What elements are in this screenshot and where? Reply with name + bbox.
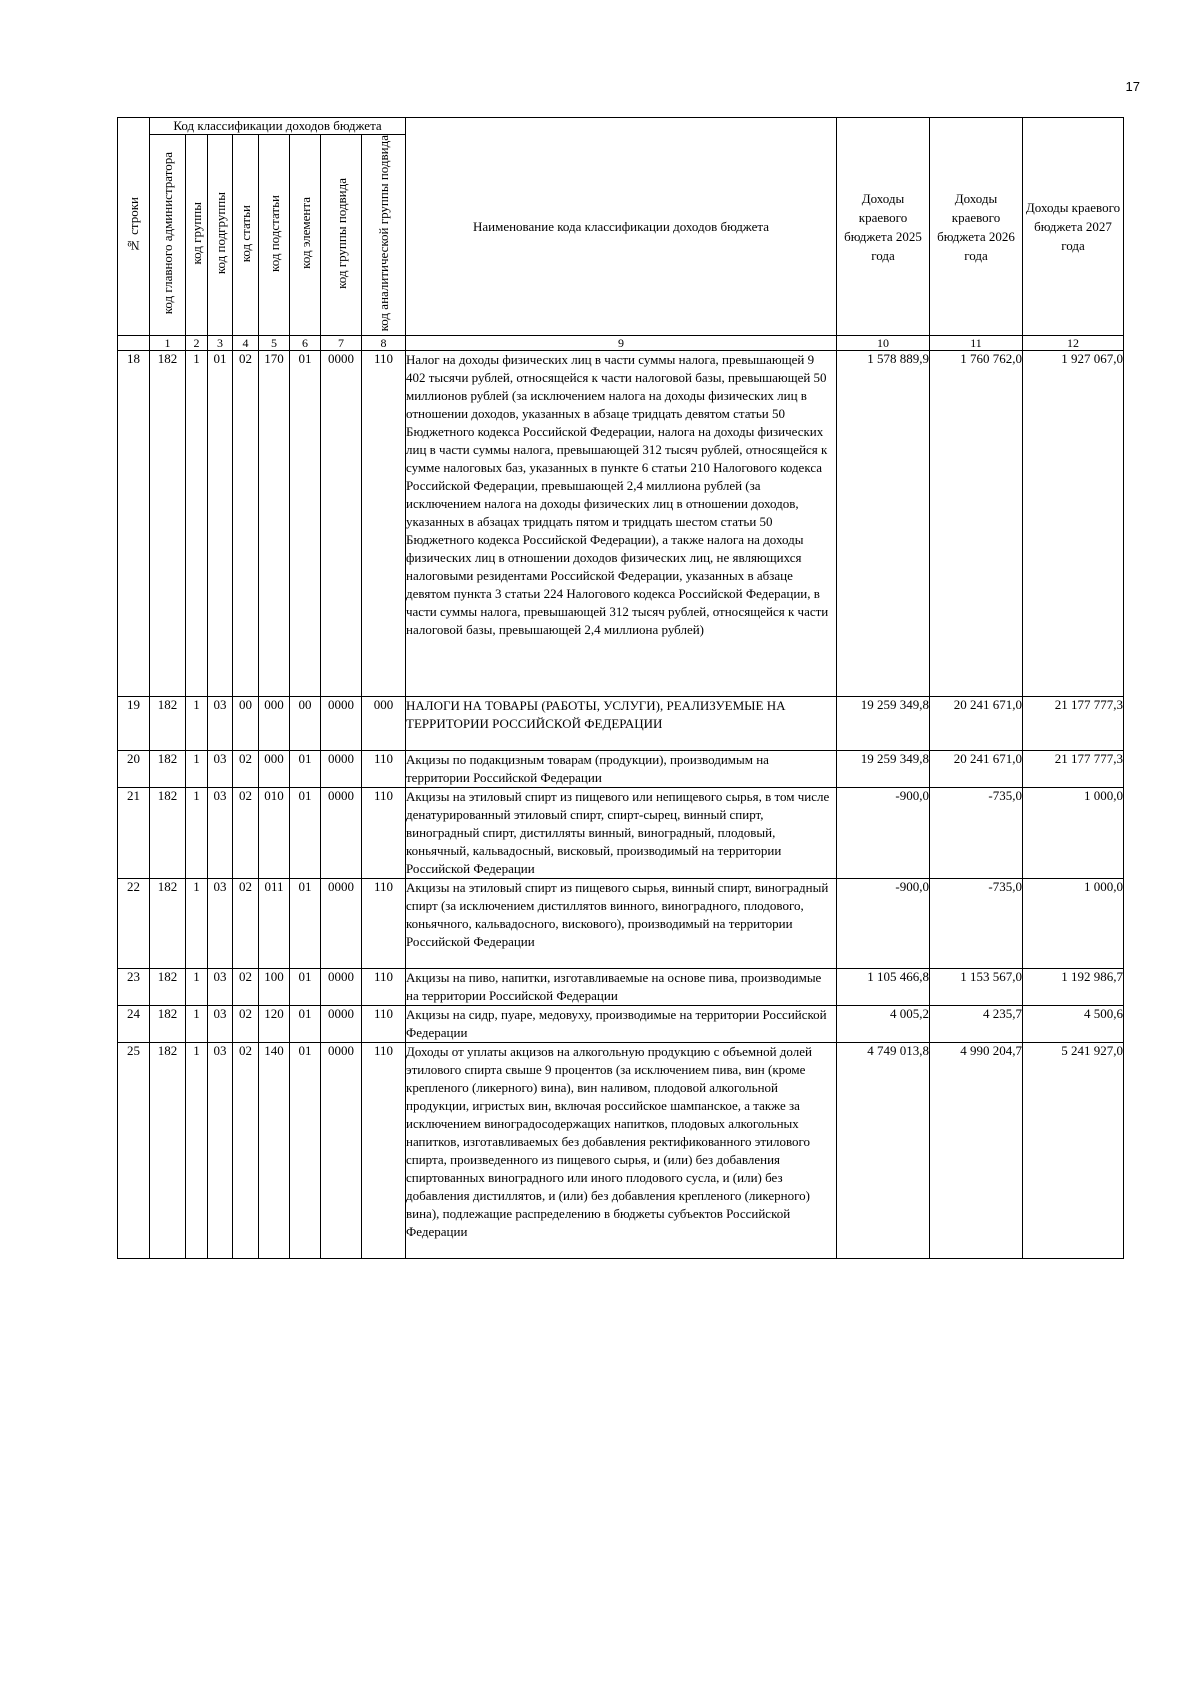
analytic-group-code-cell: 110 (362, 969, 406, 1006)
amount-2027-cell: 5 241 927,0 (1023, 1043, 1124, 1259)
table-row (118, 1006, 1124, 1043)
amount-2025-cell: -900,0 (837, 879, 930, 969)
subtype-group-code-cell: 0000 (321, 1006, 362, 1043)
subtype-group-code-cell: 0000 (321, 697, 362, 751)
article-code-cell: 02 (233, 879, 259, 969)
group-code-cell: 1 (186, 788, 208, 879)
column-number: 11 (930, 336, 1023, 351)
amount-2027-cell: 21 177 777,3 (1023, 697, 1124, 751)
column-number: 6 (290, 336, 321, 351)
element-code-cell: 00 (290, 697, 321, 751)
column-number: 5 (259, 336, 290, 351)
element-code-cell: 01 (290, 879, 321, 969)
article-code-cell: 00 (233, 697, 259, 751)
subarticle-code-cell: 170 (259, 351, 290, 697)
article-code-cell: 02 (233, 969, 259, 1006)
subgroup-code-cell: 03 (208, 751, 233, 788)
header-group-code: код группы (186, 135, 208, 336)
subgroup-code-cell: 03 (208, 788, 233, 879)
code-name-cell: Акцизы на пиво, напитки, изготавливаемые на основе пива, производимые на территории Российской Федерации (406, 969, 837, 1006)
subgroup-code-cell: 03 (208, 1043, 233, 1259)
element-code-cell: 01 (290, 351, 321, 697)
group-code-cell: 1 (186, 1043, 208, 1259)
analytic-group-code-cell: 110 (362, 1043, 406, 1259)
column-number: 4 (233, 336, 259, 351)
code-name-cell: Доходы от уплаты акцизов на алкогольную продукцию с объемной долей этилового спирта свыше 9 процентов (за исключением пива, вин (кроме крепленого (ликерного) вина), вин наливом, плодовой алкогольной продукции, игристых вин, включая российское шампанское, а также за исключением виноградосодержащих напитков, плодовых алкогольных напитков, изготавливаемых без добавления ректификованного этилового спирта, произведенного из пищевого сырья, и (или) без добавления спиртованных виноградного или иного плодового сусла, и (или) без добавления дистиллятов, и (или) без добавления крепленого (ликерного) вина), подлежащие распределению в бюджеты субъектов Российской Федерации (406, 1043, 837, 1259)
article-code-cell: 02 (233, 788, 259, 879)
group-code-cell: 1 (186, 879, 208, 969)
element-code-cell: 01 (290, 751, 321, 788)
header-subarticle-code: код подстатьи (259, 135, 290, 336)
header-subgroup-code: код подгруппы (208, 135, 233, 336)
subtype-group-code-cell: 0000 (321, 879, 362, 969)
admin-code-cell: 182 (150, 351, 186, 697)
subgroup-code-cell: 01 (208, 351, 233, 697)
column-number (118, 336, 150, 351)
row-number: 24 (118, 1006, 150, 1043)
amount-2026-cell: 20 241 671,0 (930, 697, 1023, 751)
amount-2025-cell: 1 105 466,8 (837, 969, 930, 1006)
subtype-group-code-cell: 0000 (321, 1043, 362, 1259)
amount-2027-cell: 1 927 067,0 (1023, 351, 1124, 697)
row-number: 23 (118, 969, 150, 1006)
header-subtype-group-code: код группы подвида (321, 135, 362, 336)
table-row (118, 697, 1124, 751)
amount-2026-cell: 4 990 204,7 (930, 1043, 1023, 1259)
subarticle-code-cell: 120 (259, 1006, 290, 1043)
admin-code-cell: 182 (150, 788, 186, 879)
row-number: 21 (118, 788, 150, 879)
table-row (118, 751, 1124, 788)
column-number: 8 (362, 336, 406, 351)
header-row-number: № строки (118, 118, 150, 336)
code-name-cell: НАЛОГИ НА ТОВАРЫ (РАБОТЫ, УСЛУГИ), РЕАЛИЗУЕМЫЕ НА ТЕРРИТОРИИ РОССИЙСКОЙ ФЕДЕРАЦИИ (406, 697, 837, 751)
element-code-cell: 01 (290, 788, 321, 879)
subarticle-code-cell: 011 (259, 879, 290, 969)
column-number: 3 (208, 336, 233, 351)
amount-2026-cell: 20 241 671,0 (930, 751, 1023, 788)
subarticle-code-cell: 140 (259, 1043, 290, 1259)
element-code-cell: 01 (290, 1043, 321, 1259)
subgroup-code-cell: 03 (208, 697, 233, 751)
group-code-cell: 1 (186, 351, 208, 697)
analytic-group-code-cell: 110 (362, 351, 406, 697)
admin-code-cell: 182 (150, 879, 186, 969)
revenue-table (117, 117, 1124, 1259)
amount-2026-cell: 1 153 567,0 (930, 969, 1023, 1006)
code-name-cell: Акцизы на этиловый спирт из пищевого сырья, винный спирт, виноградный спирт (за исключением дистиллятов винного, виноградного, плодового, коньячного, кальвадосного, вискового), производимый на территории Российской Федерации (406, 879, 837, 969)
amount-2025-cell: 4 749 013,8 (837, 1043, 930, 1259)
article-code-cell: 02 (233, 1043, 259, 1259)
analytic-group-code-cell: 000 (362, 697, 406, 751)
analytic-group-code-cell: 110 (362, 1006, 406, 1043)
code-name-cell: Акцизы по подакцизным товарам (продукции), производимым на территории Российской Федерации (406, 751, 837, 788)
admin-code-cell: 182 (150, 1043, 186, 1259)
row-number: 22 (118, 879, 150, 969)
group-code-cell: 1 (186, 751, 208, 788)
row-number: 20 (118, 751, 150, 788)
analytic-group-code-cell: 110 (362, 879, 406, 969)
subgroup-code-cell: 03 (208, 1006, 233, 1043)
amount-2025-cell: -900,0 (837, 788, 930, 879)
header-analytic-group-code: код аналитической группы подвида (362, 135, 406, 336)
subarticle-code-cell: 010 (259, 788, 290, 879)
column-number-row (118, 336, 1124, 351)
subtype-group-code-cell: 0000 (321, 788, 362, 879)
article-code-cell: 02 (233, 751, 259, 788)
amount-2025-cell: 19 259 349,8 (837, 697, 930, 751)
article-code-cell: 02 (233, 1006, 259, 1043)
group-code-cell: 1 (186, 969, 208, 1006)
amount-2025-cell: 4 005,2 (837, 1006, 930, 1043)
subgroup-code-cell: 03 (208, 879, 233, 969)
group-code-cell: 1 (186, 1006, 208, 1043)
header-amount-2027: Доходы краевого бюджета 2027 года (1023, 118, 1124, 336)
page-number: 17 (1125, 79, 1140, 94)
subtype-group-code-cell: 0000 (321, 351, 362, 697)
subarticle-code-cell: 000 (259, 751, 290, 788)
column-number: 12 (1023, 336, 1124, 351)
amount-2026-cell: 1 760 762,0 (930, 351, 1023, 697)
amount-2027-cell: 4 500,6 (1023, 1006, 1124, 1043)
group-code-cell: 1 (186, 697, 208, 751)
header-classification-code: Код классификации доходов бюджета (150, 118, 406, 135)
table-row (118, 969, 1124, 1006)
amount-2027-cell: 1 000,0 (1023, 879, 1124, 969)
amount-2025-cell: 19 259 349,8 (837, 751, 930, 788)
amount-2027-cell: 21 177 777,3 (1023, 751, 1124, 788)
amount-2027-cell: 1 192 986,7 (1023, 969, 1124, 1006)
table-body (118, 351, 1124, 1259)
element-code-cell: 01 (290, 969, 321, 1006)
code-name-cell: Акцизы на сидр, пуаре, медовуху, производимые на территории Российской Федерации (406, 1006, 837, 1043)
column-number: 1 (150, 336, 186, 351)
amount-2026-cell: -735,0 (930, 879, 1023, 969)
table-row (118, 351, 1124, 697)
admin-code-cell: 182 (150, 969, 186, 1006)
code-name-cell: Акцизы на этиловый спирт из пищевого или непищевого сырья, в том числе денатурированный этиловый спирт, спирт-сырец, винный спирт, виноградный спирт, дистилляты винный, виноградный, плодовый, коньячный, кальвадосный, висковый, производимый на территории Российской Федерации (406, 788, 837, 879)
row-number: 18 (118, 351, 150, 697)
header-element-code: код элемента (290, 135, 321, 336)
analytic-group-code-cell: 110 (362, 788, 406, 879)
subarticle-code-cell: 000 (259, 697, 290, 751)
article-code-cell: 02 (233, 351, 259, 697)
admin-code-cell: 182 (150, 1006, 186, 1043)
column-number: 9 (406, 336, 837, 351)
header-amount-2026: Доходы краевого бюджета 2026 года (930, 118, 1023, 336)
subtype-group-code-cell: 0000 (321, 751, 362, 788)
table-row (118, 879, 1124, 969)
code-name-cell: Налог на доходы физических лиц в части суммы налога, превышающей 9 402 тысячи рублей, относящейся к части налоговой базы, превышающей 50 миллионов рублей (за исключением налога на доходы физических лиц в отношении доходов, указанных в абзаце тридцать девятом статьи 50 Бюджетного кодекса Российской Федерации, налога на доходы физических лиц в части суммы налога, превышающей 312 тысяч рублей, относящейся к сумме налоговых баз, указанных в пункте 6 статьи 210 Налогового кодекса Российской Федерации, превышающей 2,4 миллиона рублей (за исключением налога на доходы физических лиц в отношении доходов, указанных в абзацах тридцать пятом и тридцать шестом статьи 50 Бюджетного кодекса Российской Федерации), а также налога на доходы физических лиц в отношении доходов физических лиц, не являющихся налоговыми резидентами Российской Федерации, указанных в абзаце девятом пункта 3 статьи 224 Налогового кодекса Российской Федерации, в части суммы налога, превышающей 312 тысяч рублей, относящейся к части налоговой базы, превышающей 2,4 миллиона рублей) (406, 351, 837, 697)
subarticle-code-cell: 100 (259, 969, 290, 1006)
column-number: 10 (837, 336, 930, 351)
column-number: 7 (321, 336, 362, 351)
admin-code-cell: 182 (150, 751, 186, 788)
amount-2026-cell: -735,0 (930, 788, 1023, 879)
analytic-group-code-cell: 110 (362, 751, 406, 788)
header-code-name: Наименование кода классификации доходов бюджета (406, 118, 837, 336)
element-code-cell: 01 (290, 1006, 321, 1043)
row-number: 19 (118, 697, 150, 751)
subgroup-code-cell: 03 (208, 969, 233, 1006)
subtype-group-code-cell: 0000 (321, 969, 362, 1006)
amount-2027-cell: 1 000,0 (1023, 788, 1124, 879)
header-article-code: код статьи (233, 135, 259, 336)
admin-code-cell: 182 (150, 697, 186, 751)
column-number: 2 (186, 336, 208, 351)
header-admin-code: код главного администратора (150, 135, 186, 336)
header-amount-2025: Доходы краевого бюджета 2025 года (837, 118, 930, 336)
table-row (118, 788, 1124, 879)
row-number: 25 (118, 1043, 150, 1259)
amount-2026-cell: 4 235,7 (930, 1006, 1023, 1043)
amount-2025-cell: 1 578 889,9 (837, 351, 930, 697)
table-row (118, 1043, 1124, 1259)
